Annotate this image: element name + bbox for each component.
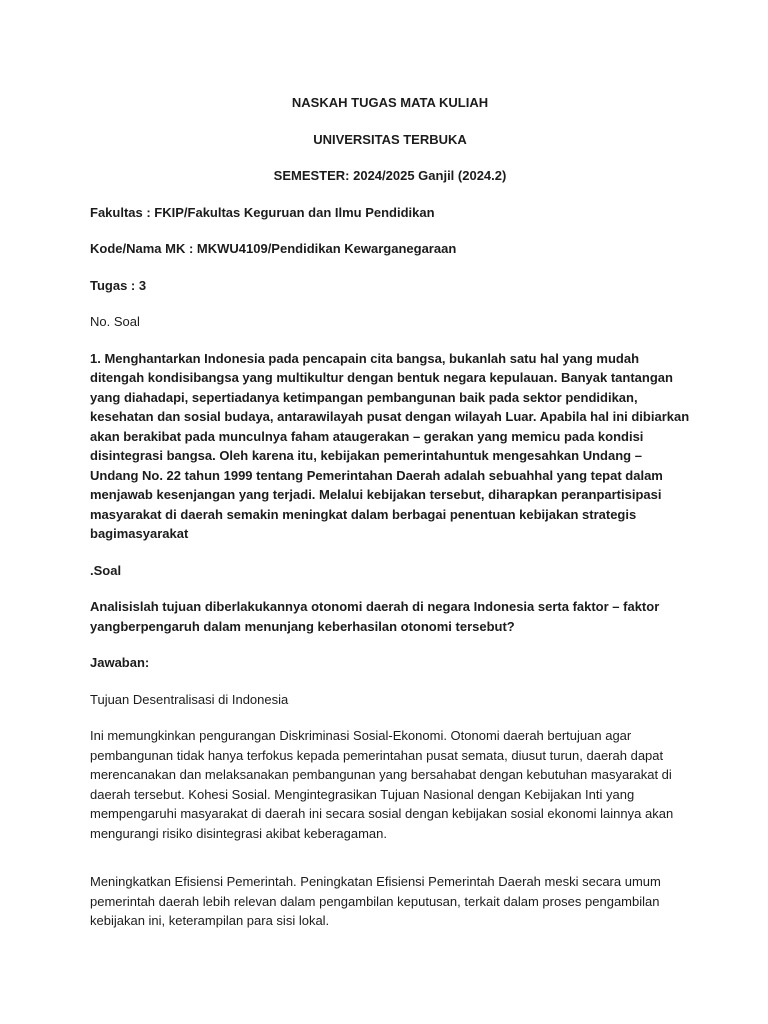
header-title: NASKAH TUGAS MATA KULIAH — [291, 95, 489, 110]
soal-label: .Soal — [90, 562, 122, 578]
faculty-line: Fakultas : FKIP/Fakultas Keguruan dan Ilmu Pendidikan — [90, 204, 435, 220]
question-text: Analisislah tujuan diberlakukannya otonomi daerah di negara Indonesia serta faktor – faktor yangberpengaruh dalam menunjang keberhasilan otonomi tersebut? — [90, 599, 660, 634]
question-context: 1. Menghantarkan Indonesia pada pencapain cita bangsa, bukanlah satu hal yang mudah ditengah kondisibangsa yang multikultur dengan bentuk negara kepulauan. Banyak tantangan yang diahadapi, sepertiadanya ketimpangan pembangunan baik pada sektor pendidikan, kesehatan dan sosial budaya, antarawilayah pusat dengan wilayah Luar. Apabila hal ini dibiarkan akan berakibat pada munculnya faham ataugerakan – gerakan yang memicu pada kondisi disintegrasi bangsa. Oleh karena itu, kebijakan pemerintahuntuk mengesahkan Undang – Undang No. 22 tahun 1999 tentang Pemerintahan Daerah adalah sebuahhal yang tepat dalam menjawab kesenjangan yang terjadi. Melalui kebijakan tersebut, diharapkan peranpartisipasi masyarakat di daerah semakin meningkat dalam berbagai penentuan kebijakan strategis bagimasyarakat — [90, 350, 690, 541]
answer-paragraph-1: Ini memungkinkan pengurangan Diskriminasi Sosial-Ekonomi. Otonomi daerah bertujuan agar pembangunan tidak hanya terfokus kepada pemerintahan pusat semata, diusut turun, daerah dapat merencanakan dan melaksanakan pembangunan yang bersahabat dengan kebutuhan masyarakat di daerah tersebut. Kohesi Sosial. Mengintegrasikan Tujuan Nasional dengan Kebijakan Inti yang mempengaruhi masyarakat di daerah ini secara sosial dengan kebijakan sosial ekonomi lainnya akan mengurangi risiko disintegrasi akibat keberagaman. — [90, 728, 674, 841]
course-code-line: Kode/Nama MK : MKWU4109/Pendidikan Kewarganegaraan — [90, 241, 457, 256]
document-body — [90, 93, 690, 948]
header-semester: SEMESTER: 2024/2025 Ganjil (2024.2) — [273, 168, 507, 183]
answer-subtitle: Tujuan Desentralisasi di Indonesia — [90, 691, 289, 707]
answer-paragraph-2: Meningkatkan Efisiensi Pemerintah. Peningkatan Efisiensi Pemerintah Daerah meski secara umum pemerintah daerah lebih relevan dalam pengambilan keputusan, terkait dalam proses pengambilan kebijakan ini, keterampilan para sisi lokal. — [90, 874, 661, 928]
answer-label: Jawaban: — [90, 655, 150, 670]
header-university: UNIVERSITAS TERBUKA — [313, 131, 467, 147]
assignment-number-line: Tugas : 3 — [90, 277, 147, 293]
question-number-label: No. Soal — [90, 314, 140, 329]
